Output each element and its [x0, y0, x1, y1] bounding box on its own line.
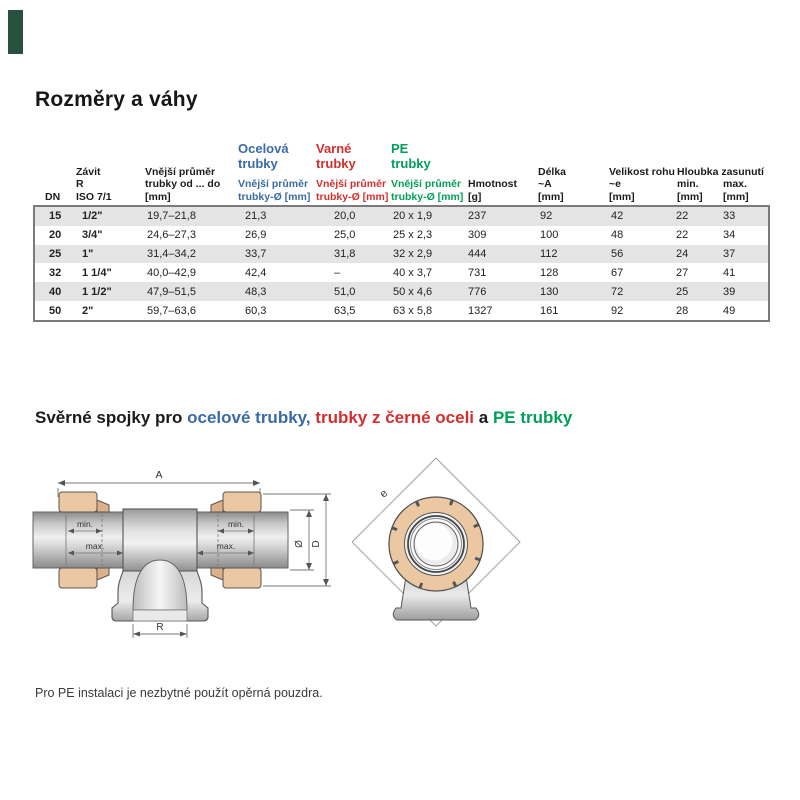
- dim-label-diameter: Ø: [294, 540, 305, 548]
- cell-weight: 309: [468, 229, 487, 242]
- section-title-segment-black-steel: trubky z černé oceli: [310, 408, 475, 427]
- cell-range: 47,9–51,5: [147, 285, 196, 298]
- dim-label-A: A: [155, 469, 163, 481]
- cell-max: 33: [723, 210, 736, 223]
- table-row: [35, 263, 768, 282]
- cell-length: 92: [540, 210, 553, 223]
- col-header-steel-pipes: Ocelová trubky Vnější průměr trubky-Ø [mm]: [238, 141, 311, 203]
- cell-corner: 56: [611, 248, 624, 261]
- cell-corner: 42: [611, 210, 624, 223]
- table-row: [35, 245, 768, 264]
- cell-weight: 444: [468, 248, 487, 261]
- cell-length: 100: [540, 229, 559, 242]
- col-header-insertion-depth: Hloubka zasunutí min. [mm] max. [mm]: [677, 165, 764, 203]
- cell-pe: 20 x 1,9: [393, 210, 433, 223]
- cell-min: 22: [676, 229, 689, 242]
- cell-thread: 1 1/4": [82, 266, 112, 279]
- table-row: [35, 301, 768, 320]
- dimensions-table: [33, 130, 770, 322]
- cell-weld: 25,0: [334, 229, 356, 242]
- cell-length: 130: [540, 285, 559, 298]
- cell-weight: 237: [468, 210, 487, 223]
- dim-label-e: e: [377, 487, 391, 501]
- cell-max: 34: [723, 229, 736, 242]
- section-title-segment: Svěrné spojky pro: [35, 408, 188, 427]
- cell-weight: 1327: [468, 304, 493, 317]
- cell-weight: 731: [468, 266, 487, 279]
- cell-max: 39: [723, 285, 736, 298]
- cell-min: 27: [676, 266, 689, 279]
- cell-steel: 48,3: [245, 285, 267, 298]
- cell-pe: 40 x 3,7: [393, 266, 433, 279]
- cell-dn: 15: [49, 210, 62, 223]
- table-row: [35, 226, 768, 245]
- cell-range: 24,6–27,3: [147, 229, 196, 242]
- cell-weld: 31,8: [334, 248, 356, 261]
- footer-note: Pro PE instalaci je nezbytné použít opěrná pouzdra.: [35, 686, 323, 700]
- cell-pe: 25 x 2,3: [393, 229, 433, 242]
- dim-label-D: D: [311, 540, 322, 548]
- cell-weld: 63,5: [334, 304, 356, 317]
- col-header-thread: Závit R ISO 7/1: [76, 165, 112, 203]
- cell-steel: 42,4: [245, 266, 267, 279]
- tee-fitting-section-drawing: [30, 452, 340, 667]
- cell-length: 128: [540, 266, 559, 279]
- cell-steel: 60,3: [245, 304, 267, 317]
- cell-corner: 48: [611, 229, 624, 242]
- cell-range: 31,4–34,2: [147, 248, 196, 261]
- table-header: [33, 130, 770, 205]
- dim-label-max-right: max.: [216, 541, 236, 551]
- branch-mouth: [133, 610, 187, 621]
- col-header-outer-diameter-range: Vnější průměr trubky od ... do [mm]: [145, 165, 221, 203]
- cell-min: 25: [676, 285, 689, 298]
- section-title-segment-pe: PE trubky: [492, 408, 573, 427]
- cell-max: 41: [723, 266, 736, 279]
- cell-min: 22: [676, 210, 689, 223]
- table-body: [33, 205, 770, 322]
- col-header-length: Délka ~A [mm]: [538, 165, 567, 203]
- cell-corner: 67: [611, 266, 624, 279]
- col-header-welded-pipes: Varné trubky Vnější průměr trubky-Ø [mm]: [316, 141, 389, 203]
- cell-dn: 25: [49, 248, 62, 261]
- cell-min: 24: [676, 248, 689, 261]
- cell-thread: 1/2": [82, 210, 103, 223]
- col-header-dn: DN: [45, 190, 61, 203]
- col-header-pe-pipes: PE trubky Vnější průměr trubky-Ø [mm]: [391, 141, 464, 203]
- cell-steel: 21,3: [245, 210, 267, 223]
- dim-diameter: [290, 510, 314, 570]
- cell-length: 161: [540, 304, 559, 317]
- cell-pe: 50 x 4,6: [393, 285, 433, 298]
- cell-dn: 32: [49, 266, 62, 279]
- cell-thread: 1": [82, 248, 94, 261]
- cell-range: 59,7–63,6: [147, 304, 196, 317]
- cell-corner: 72: [611, 285, 624, 298]
- cell-thread: 2": [82, 304, 94, 317]
- dim-label-min-left: min.: [76, 519, 94, 529]
- cell-weld: 20,0: [334, 210, 356, 223]
- cell-thread: 1 1/2": [82, 285, 112, 298]
- cell-weld: 51,0: [334, 285, 356, 298]
- cell-weld: –: [334, 266, 341, 279]
- cell-length: 112: [540, 248, 558, 261]
- col-header-weight: Hmotnost [g]: [468, 178, 517, 203]
- cell-weight: 776: [468, 285, 487, 298]
- page-title: Rozměry a váhy: [35, 88, 198, 111]
- cell-steel: 33,7: [245, 248, 267, 261]
- section-title-segment-steel: ocelové trubky,: [187, 408, 311, 427]
- cell-min: 28: [676, 304, 689, 317]
- cell-dn: 40: [49, 285, 62, 298]
- col-header-corner-size: Velikost rohu ~e [mm]: [609, 165, 675, 203]
- cell-max: 37: [723, 248, 736, 261]
- cell-corner: 92: [611, 304, 624, 317]
- cell-range: 40,0–42,9: [147, 266, 196, 279]
- section-title: [35, 408, 572, 428]
- cell-thread: 3/4": [82, 229, 103, 242]
- cell-pe: 63 x 5,8: [393, 304, 433, 317]
- dim-label-R: R: [156, 622, 164, 633]
- table-row: [35, 282, 768, 301]
- table-row: [35, 207, 768, 226]
- cell-dn: 50: [49, 304, 62, 317]
- bore-highlight: [416, 524, 453, 561]
- page-edge-tab: [8, 10, 23, 54]
- cell-pe: 32 x 2,9: [393, 248, 433, 261]
- cell-steel: 26,9: [245, 229, 267, 242]
- dim-label-min-right: min.: [227, 519, 245, 529]
- cell-dn: 20: [49, 229, 62, 242]
- dim-label-max-left: max.: [85, 541, 105, 551]
- section-title-segment: a: [474, 408, 493, 427]
- cell-range: 19,7–21,8: [147, 210, 196, 223]
- tee-fitting-end-view-drawing: [352, 450, 522, 630]
- cell-max: 49: [723, 304, 736, 317]
